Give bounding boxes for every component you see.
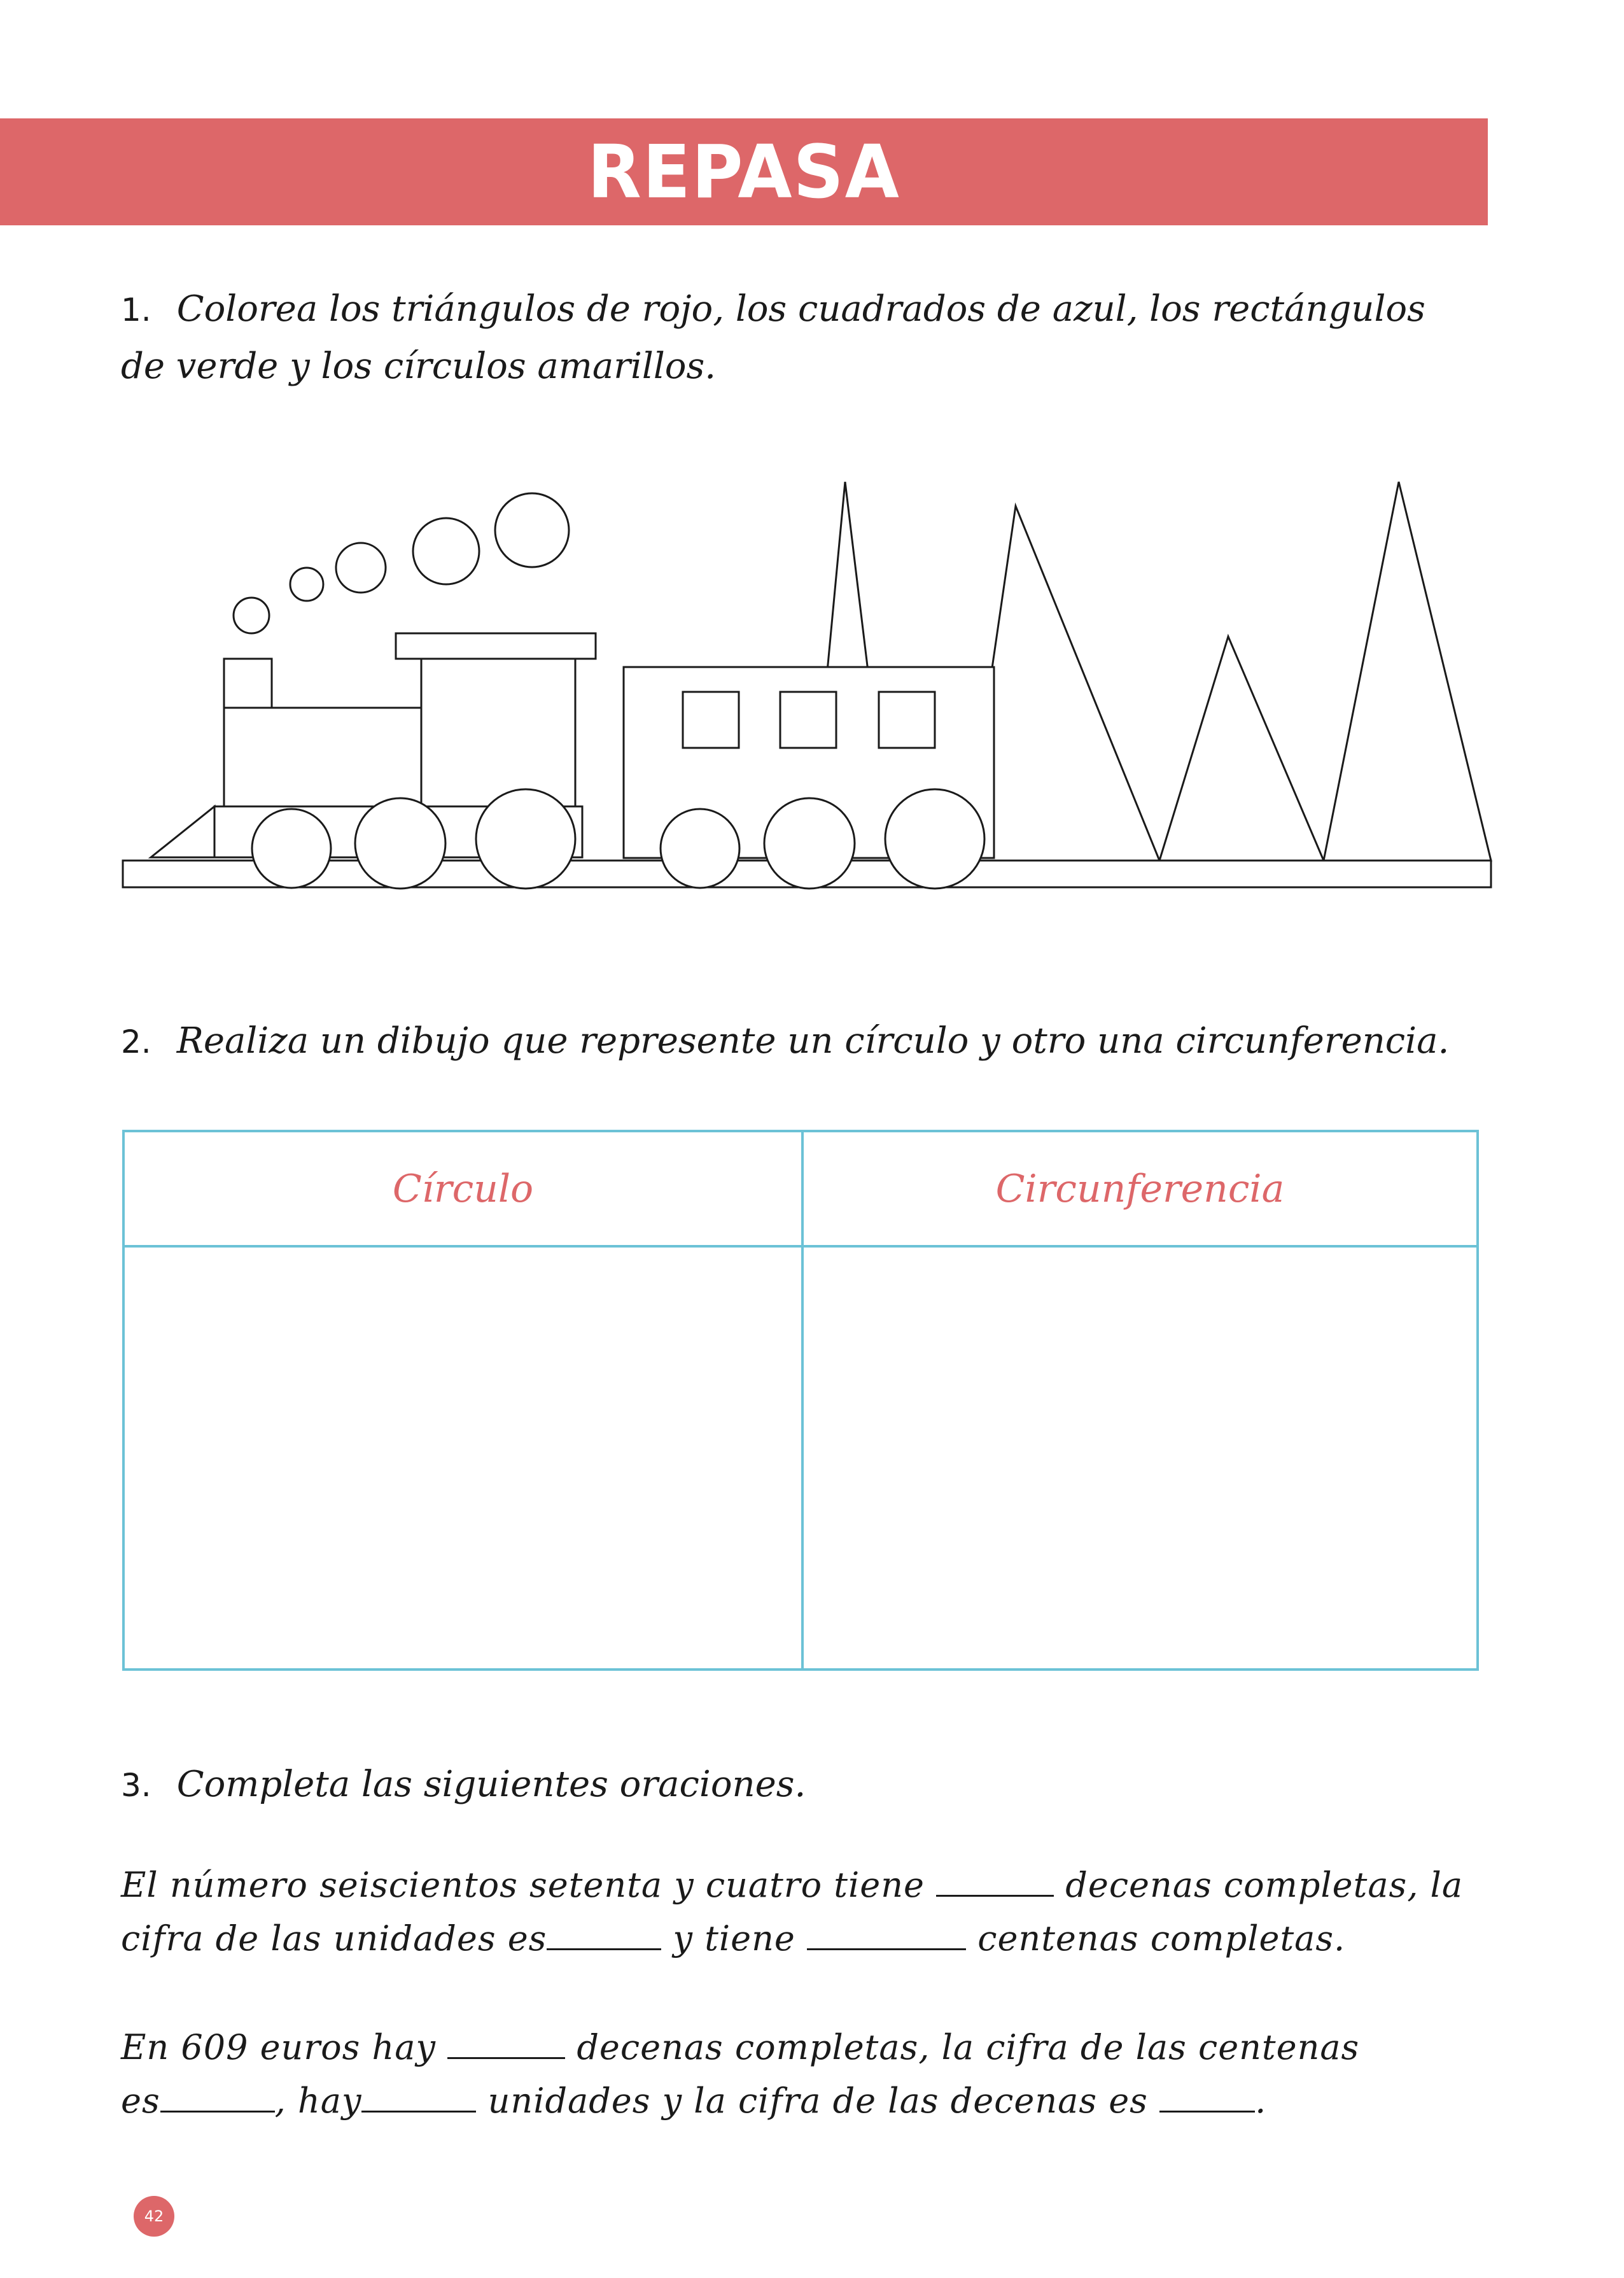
table-header-circunferencia: Circunferencia xyxy=(995,1166,1285,1211)
answer-blank-5[interactable] xyxy=(160,2110,275,2113)
sentence-text: cifra de las unidades es xyxy=(121,1918,547,1958)
table-header-circulo: Círculo xyxy=(392,1166,534,1211)
cowcatcher-triangle xyxy=(151,806,214,857)
sentence-text: El número seiscientos setenta y cuatro tiene xyxy=(121,1865,937,1905)
sentence-text: . xyxy=(1255,2081,1267,2121)
locomotive-wheel-3 xyxy=(476,789,575,889)
carriage-window-square-3 xyxy=(879,692,935,748)
answer-blank-3[interactable] xyxy=(807,1948,966,1950)
answer-blank-1[interactable] xyxy=(936,1894,1054,1897)
question-1-line-1: Colorea los triángulos de rojo, los cuadrados de azul, los rectángulos xyxy=(176,288,1425,330)
drawing-cell-circunferencia[interactable] xyxy=(804,1248,1476,1668)
smoke-circle-3 xyxy=(336,543,386,593)
train-drawing xyxy=(0,0,1624,923)
chimney-square xyxy=(224,659,272,708)
answer-blank-4[interactable] xyxy=(447,2057,565,2059)
carriage-window-square-2 xyxy=(780,692,836,748)
smoke-circle-5 xyxy=(495,493,569,567)
sentence-text: y tiene xyxy=(661,1918,808,1958)
carriage-wheel-1 xyxy=(661,809,739,888)
drawing-cell-circulo[interactable] xyxy=(125,1248,801,1668)
page-title: REPASA xyxy=(587,129,900,215)
locomotive-wheel-2 xyxy=(355,798,445,889)
carriage-wheel-2 xyxy=(764,798,855,889)
sentence-2-line-2 xyxy=(121,2074,1495,2128)
smoke-circle-1 xyxy=(234,598,269,633)
question-2-number: 2. xyxy=(121,1023,151,1060)
sentence-text: En 609 euros hay xyxy=(121,2027,448,2067)
question-3 xyxy=(121,1755,1495,1815)
sentence-2-line-1 xyxy=(121,2021,1495,2074)
cab-roof-rectangle xyxy=(396,633,596,659)
drawing-table xyxy=(122,1130,1479,1671)
cab-rectangle xyxy=(421,659,575,806)
answer-blank-6[interactable] xyxy=(361,2110,476,2113)
question-2-text: Realiza un dibujo que represente un círculo y otro una circunferencia. xyxy=(176,1020,1450,1062)
carriage-window-square-1 xyxy=(683,692,739,748)
sentence-1-line-2 xyxy=(121,1912,1495,1965)
locomotive-wheel-1 xyxy=(252,809,331,888)
answer-blank-7[interactable] xyxy=(1159,2110,1255,2113)
sentence-text: unidades y la cifra de las decenas es xyxy=(476,2081,1160,2121)
tree-triangle-3 xyxy=(1159,636,1324,861)
sentence-text: es xyxy=(121,2081,160,2121)
question-2 xyxy=(121,1012,1495,1071)
sentence-text: , hay xyxy=(274,2081,362,2121)
sentence-text: decenas completas, la xyxy=(1054,1865,1464,1905)
question-1-line-2: de verde y los círculos amarillos. xyxy=(121,346,716,387)
carriage-wheel-3 xyxy=(885,789,984,889)
question-1-number: 1. xyxy=(121,292,151,328)
boiler-rectangle xyxy=(224,708,421,806)
answer-blank-2[interactable] xyxy=(547,1948,661,1950)
page-number-badge xyxy=(134,2196,174,2237)
sentence-1-line-1 xyxy=(121,1859,1495,1912)
tree-triangle-4 xyxy=(1324,482,1491,861)
question-3-number: 3. xyxy=(121,1767,151,1804)
sentence-text: centenas completas. xyxy=(966,1918,1346,1958)
smoke-circle-4 xyxy=(413,518,479,584)
sentence-text: decenas completas, la cifra de las centenas xyxy=(565,2027,1360,2067)
page-number: 42 xyxy=(144,2207,164,2225)
smoke-circle-2 xyxy=(290,568,323,601)
question-3-text: Completa las siguientes oraciones. xyxy=(176,1764,806,1805)
